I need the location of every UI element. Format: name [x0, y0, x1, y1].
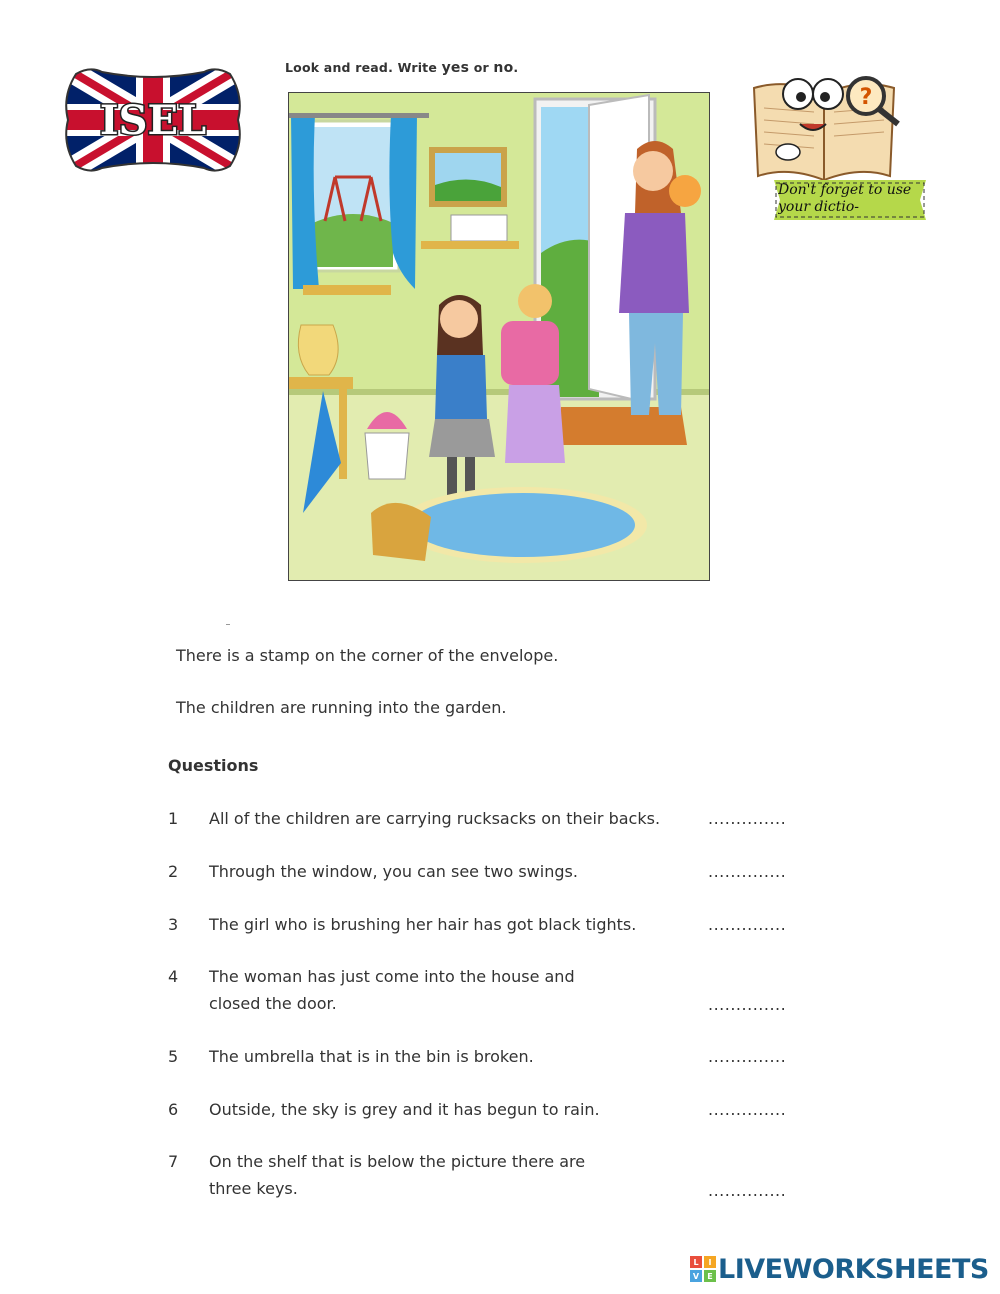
icon-letter-l: L — [690, 1256, 702, 1268]
question-5-line1: The umbrella that is in the bin is broken. — [209, 1047, 534, 1066]
liveworksheets-brand[interactable] — [690, 1252, 989, 1286]
answer-field-7[interactable]: .............. — [708, 1181, 787, 1200]
answer-field-1[interactable]: .............. — [708, 809, 787, 828]
question-7-line1: On the shelf that is below the picture there are — [209, 1152, 586, 1171]
question-4-line2: closed the door. — [209, 994, 337, 1013]
question-text-1 — [209, 805, 660, 832]
question-number-2: 2 — [168, 862, 179, 881]
instruction-period: . — [513, 60, 519, 75]
yes-word: yes — [441, 60, 470, 76]
isel-logo-text: ISEL — [99, 97, 207, 144]
questions-heading: Questions — [168, 756, 259, 775]
liveworksheets-icon — [690, 1256, 716, 1282]
question-text-6 — [209, 1096, 600, 1123]
question-number-7: 7 — [168, 1152, 179, 1171]
answer-field-2[interactable]: .............. — [708, 862, 787, 881]
question-text-5 — [209, 1043, 534, 1070]
dictionary-mascot — [748, 52, 928, 242]
question-number-4: 4 — [168, 967, 179, 986]
svg-text:?: ? — [859, 85, 873, 110]
question-6-line1: Outside, the sky is grey and it has begun to rain. — [209, 1100, 600, 1119]
question-text-4 — [209, 963, 575, 1017]
question-3-line1: The girl who is brushing her hair has got black tights. — [209, 915, 637, 934]
stray-mark — [226, 624, 230, 625]
question-1-line1: All of the children are carrying rucksacks on their backs. — [209, 809, 661, 828]
instruction-text — [285, 60, 518, 76]
icon-letter-e: E — [704, 1270, 716, 1282]
question-number-5: 5 — [168, 1047, 179, 1066]
answer-field-4[interactable]: .............. — [708, 995, 787, 1014]
example-sentence-2: The children are running into the garden. — [176, 698, 507, 717]
icon-letter-v: V — [690, 1270, 702, 1282]
example-sentence-1: There is a stamp on the corner of the envelope. — [176, 646, 559, 665]
question-text-2 — [209, 858, 578, 885]
question-number-1: 1 — [168, 809, 179, 828]
question-text-3 — [209, 911, 636, 938]
illustration-scene — [288, 92, 710, 581]
question-2-line1: Through the window, you can see two swings. — [209, 862, 578, 881]
no-word: no — [493, 60, 514, 76]
mascot-note: Don't forget to use your dictio- — [778, 182, 912, 215]
answer-field-5[interactable]: .............. — [708, 1047, 787, 1066]
isel-logo — [62, 66, 244, 174]
answer-field-6[interactable]: .............. — [708, 1100, 787, 1119]
instruction-prefix: Look and read. Write — [285, 60, 442, 75]
icon-letter-i: I — [704, 1256, 716, 1268]
or-word: or — [469, 60, 494, 75]
question-number-3: 3 — [168, 915, 179, 934]
question-text-7 — [209, 1148, 585, 1202]
question-7-line2: three keys. — [209, 1179, 298, 1198]
liveworksheets-text: LIVEWORKSHEETS — [718, 1253, 989, 1285]
answer-field-3[interactable]: .............. — [708, 915, 787, 934]
question-4-line1: The woman has just come into the house and — [209, 967, 575, 986]
question-number-6: 6 — [168, 1100, 179, 1119]
